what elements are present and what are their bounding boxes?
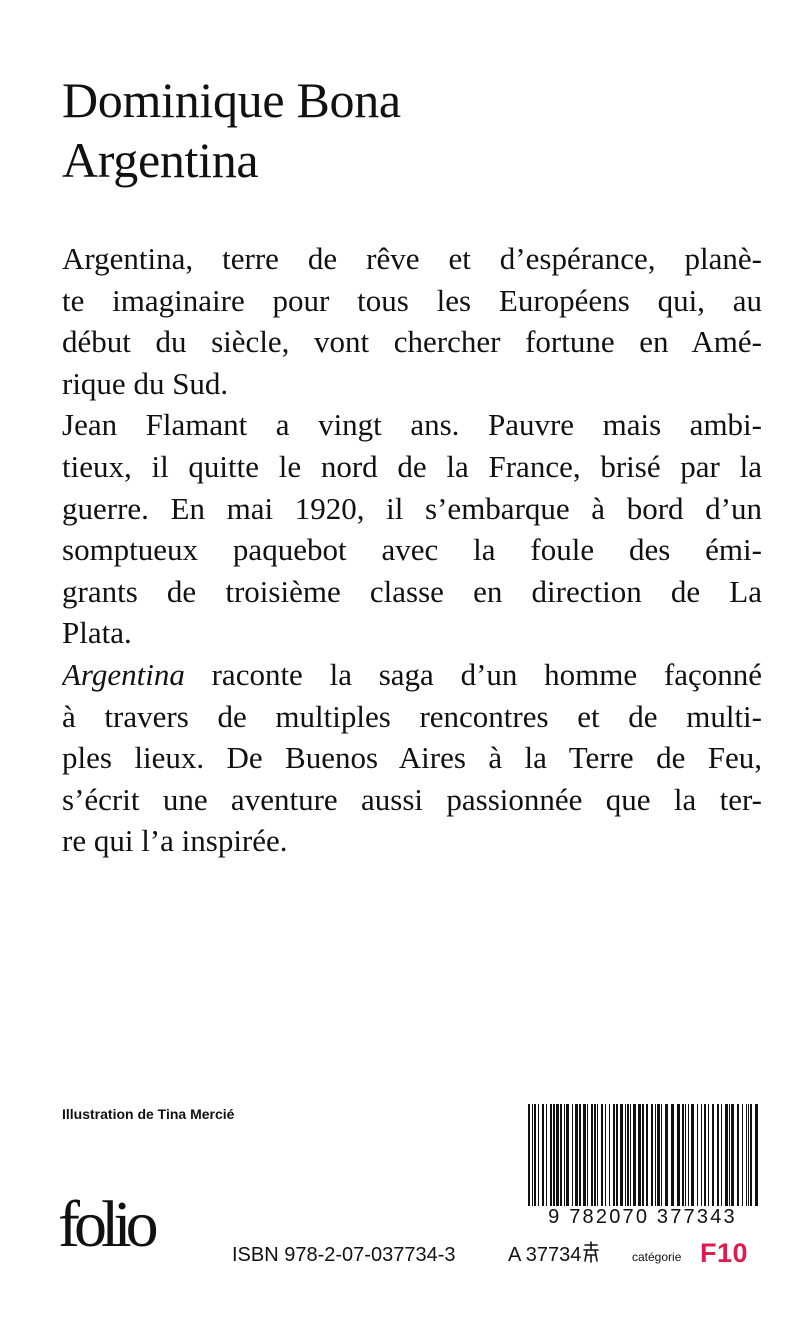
blurb-line: début du siècle, vont chercher fortune en Amé- (62, 324, 762, 360)
blurb-line: à travers de multiples rencontres et de multi- (62, 698, 762, 734)
barcode-bar (605, 1104, 606, 1222)
barcode-bar (546, 1104, 547, 1222)
barcode-bar (755, 1104, 758, 1222)
barcode-bar (591, 1104, 593, 1222)
barcode-bar (685, 1104, 686, 1222)
blurb (62, 238, 762, 862)
barcode-bar (613, 1104, 615, 1222)
blurb-line: rique du Sud. (62, 365, 229, 401)
barcode-bar (748, 1104, 749, 1222)
barcode-bar (587, 1104, 588, 1222)
barcode-bar (528, 1104, 530, 1222)
barcode-bar (708, 1104, 709, 1222)
stock-code: A 37734 (508, 1244, 582, 1266)
blurb-line: tieux, il quitte le nord de la France, brisé par la (62, 448, 762, 484)
barcode-bar (655, 1104, 656, 1222)
barcode-bar (746, 1104, 747, 1222)
barcode-bar (661, 1104, 662, 1222)
barcode-bar (566, 1104, 569, 1222)
blurb-line: Argentina, terre de rêve et d’espérance, planè- (62, 241, 762, 276)
barcode-bar (534, 1104, 536, 1222)
barcode-bar (688, 1104, 689, 1222)
barcode-bar (721, 1104, 722, 1222)
barcode-bar (542, 1104, 544, 1222)
blurb-line: ples lieux. De Buenos Aires à la Terre de Feu, (62, 740, 762, 776)
blurb-line: Plata. (62, 615, 132, 651)
barcode-bar (556, 1104, 559, 1222)
barcode-bar (538, 1104, 539, 1222)
category-code: F10 (700, 1238, 749, 1268)
barcode-bar (572, 1104, 573, 1222)
illustration-credit: Illustration de Tina Mercié (62, 1106, 235, 1122)
barcode-bar (704, 1104, 706, 1222)
book-title: Argentina (62, 132, 259, 188)
category-label: catégorie (632, 1250, 682, 1264)
blurb-line-rest: raconte la saga d’un homme façonné (184, 656, 762, 692)
barcode-bar (616, 1104, 618, 1222)
barcode-bar (731, 1104, 734, 1222)
barcode-bar (550, 1104, 552, 1222)
blurb-line: te imaginaire pour tous les Européens qui, au (62, 282, 762, 318)
barcode-bar (620, 1104, 623, 1222)
blurb-line (62, 654, 762, 696)
isbn: ISBN 978-2-07-037734-3 (232, 1244, 456, 1266)
barcode-bar (697, 1104, 698, 1222)
blurb-line: somptueux paquebot avec la foule des émi- (62, 532, 762, 568)
barcode-bar (665, 1104, 668, 1222)
barcode-bar (742, 1104, 743, 1222)
barcode-bar (677, 1104, 680, 1222)
barcode-bar (564, 1104, 565, 1222)
blurb-line: guerre. En mai 1920, il s’embarque à bord d’un (62, 490, 762, 526)
barcode-bar (532, 1104, 533, 1222)
barcode-bar (609, 1104, 610, 1222)
barcode-bar (627, 1104, 629, 1222)
barcode-bar (682, 1104, 684, 1222)
barcode-bar (717, 1104, 719, 1222)
barcode-bar (560, 1104, 562, 1222)
barcode-bar (725, 1104, 728, 1222)
barcode-bar (594, 1104, 596, 1222)
barcode-bar (575, 1104, 578, 1222)
barcode-bar (633, 1104, 636, 1222)
barcode-bar (671, 1104, 674, 1222)
barcode-bar (601, 1104, 603, 1222)
barcode-bar (553, 1104, 555, 1222)
barcode-bar (638, 1104, 641, 1222)
barcode-bar (651, 1104, 653, 1222)
barcode-bar (729, 1104, 730, 1222)
barcode-bar (646, 1104, 648, 1222)
blurb-line: grants de troisième classe en direction de La (62, 573, 762, 609)
folio-seal-icon (582, 1241, 600, 1263)
barcode-bar (630, 1104, 631, 1222)
blurb-line: re qui l’a inspirée. (62, 823, 288, 859)
barcode-bar (625, 1104, 626, 1222)
barcode-bar (597, 1104, 598, 1222)
barcode-digits: 9 782070 377343 (520, 1206, 765, 1228)
barcode-bar (737, 1104, 739, 1222)
barcode-bar (579, 1104, 581, 1222)
barcode-bar (657, 1104, 660, 1222)
barcode-bar (691, 1104, 694, 1222)
barcode-bar (642, 1104, 644, 1222)
barcode-bar (583, 1104, 586, 1222)
barcode-bar (701, 1104, 702, 1222)
italic-title: Argentina (62, 656, 185, 692)
barcode-bar (750, 1104, 752, 1222)
blurb-line: Jean Flamant a vingt ans. Pauvre mais ambi- (62, 407, 762, 443)
author-name: Dominique Bona (62, 72, 401, 128)
blurb-line: s’écrit une aventure aussi passionnée que la ter- (62, 781, 762, 817)
barcode-bar (712, 1104, 714, 1222)
folio-logo: folio (58, 1188, 153, 1261)
